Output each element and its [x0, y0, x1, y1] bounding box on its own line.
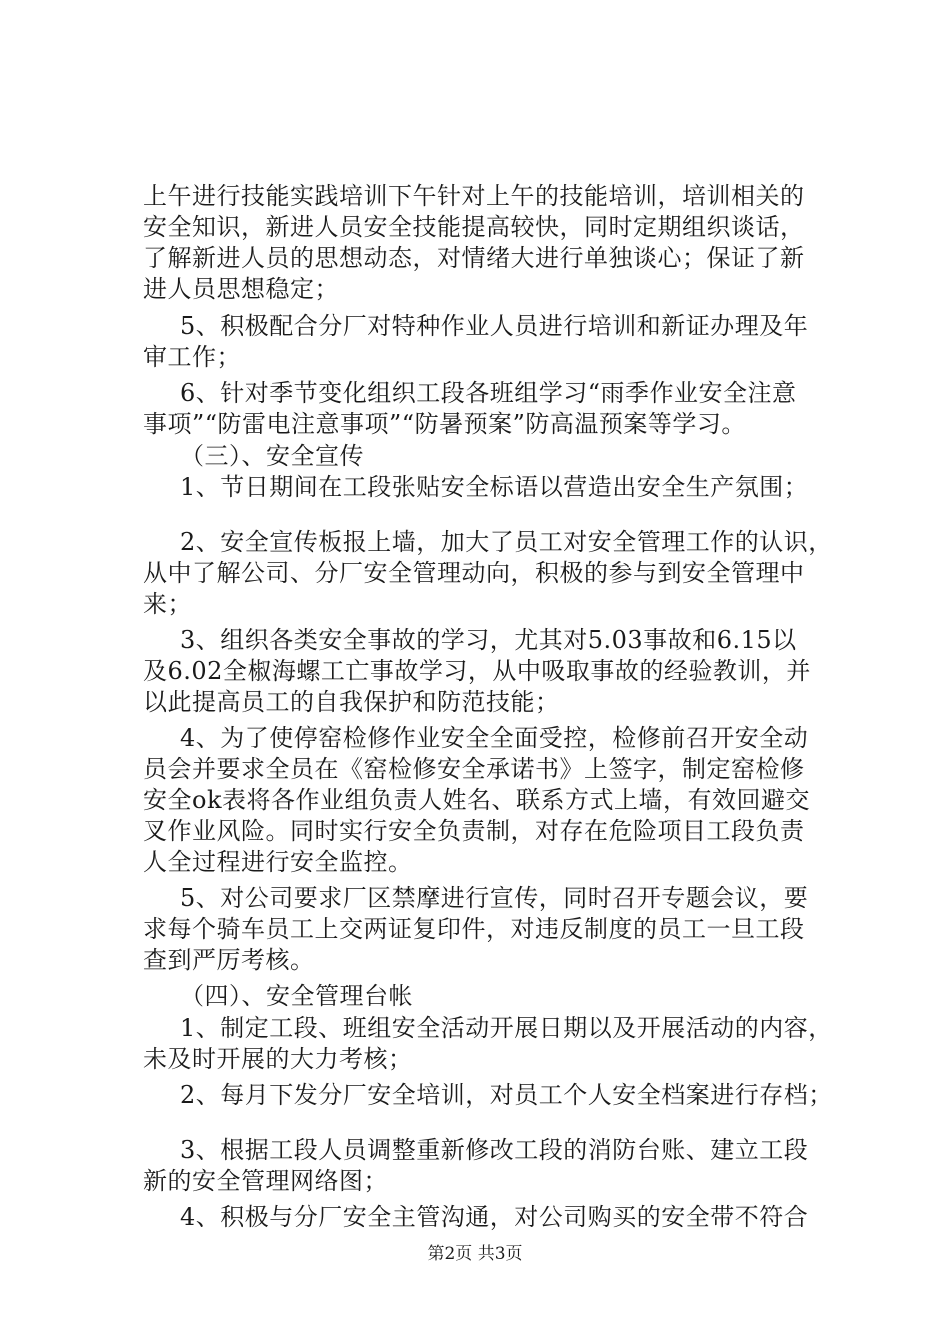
text-line: 事项”“防雷电注意事项”“防暑预案”防高温预案等学习。 [143, 410, 746, 438]
text-line: 新的安全管理网络图； [143, 1167, 388, 1195]
text-line: 叉作业风险。同时实行安全负责制，对存在危险项目工段负责 [143, 817, 805, 845]
text-line: 1、节日期间在工段张贴安全标语以营造出安全生产氛围； [180, 473, 809, 501]
text-line: （三）、安全宣传 [180, 442, 364, 470]
text-line: 5、积极配合分厂对特种作业人员进行培训和新证办理及年 [180, 312, 809, 340]
text-line: 查到严厉考核。 [143, 946, 315, 974]
text-line: （四）、安全管理台帐 [180, 982, 413, 1010]
text-line: 人全过程进行安全监控。 [143, 848, 413, 876]
text-line: 求每个骑车员工上交两证复印件，对违反制度的员工一旦工段 [143, 915, 805, 943]
page-footer: 第2页 共3页 [427, 1244, 523, 1264]
text-line: 4、积极与分厂安全主管沟通，对公司购买的安全带不符合 [180, 1203, 809, 1231]
text-line: 了解新进人员的思想动态，对情绪大进行单独谈心；保证了新 [143, 244, 805, 272]
text-line: 从中了解公司、分厂安全管理动向，积极的参与到安全管理中 [143, 559, 805, 587]
text-line: 及6.02全椒海螺工亡事故学习，从中吸取事故的经验教训，并 [143, 657, 811, 685]
text-line: 未及时开展的大力考核； [143, 1045, 413, 1073]
text-line: 员会并要求全员在《窑检修安全承诺书》上签字，制定窑检修 [143, 755, 805, 783]
text-line: 4、为了使停窑检修作业安全全面受控，检修前召开安全动 [180, 724, 809, 752]
text-line: 审工作； [143, 343, 241, 371]
text-line: 2、每月下发分厂安全培训，对员工个人安全档案进行存档； [180, 1081, 833, 1109]
text-line: 安全知识，新进人员安全技能提高较快，同时定期组织谈话， [143, 213, 805, 241]
text-line: 2、安全宣传板报上墙，加大了员工对安全管理工作的认识， [180, 528, 833, 556]
text-line: 5、对公司要求厂区禁摩进行宣传，同时召开专题会议，要 [180, 884, 809, 912]
text-line: 上午进行技能实践培训下午针对上午的技能培训，培训相关的 [143, 182, 805, 210]
text-line: 3、组织各类安全事故的学习，尤其对5.03事故和6.15以 [180, 626, 797, 654]
text-line: 以此提高员工的自我保护和防范技能； [143, 688, 560, 716]
text-line: 3、根据工段人员调整重新修改工段的消防台账、建立工段 [180, 1136, 809, 1164]
text-line: 来； [143, 590, 192, 618]
text-line: 安全ok表将各作业组负责人姓名、联系方式上墙，有效回避交 [143, 786, 810, 814]
text-line: 进人员思想稳定； [143, 275, 339, 303]
text-line: 1、制定工段、班组安全活动开展日期以及开展活动的内容， [180, 1014, 833, 1042]
text-line: 6、针对季节变化组织工段各班组学习“雨季作业安全注意 [180, 379, 797, 407]
